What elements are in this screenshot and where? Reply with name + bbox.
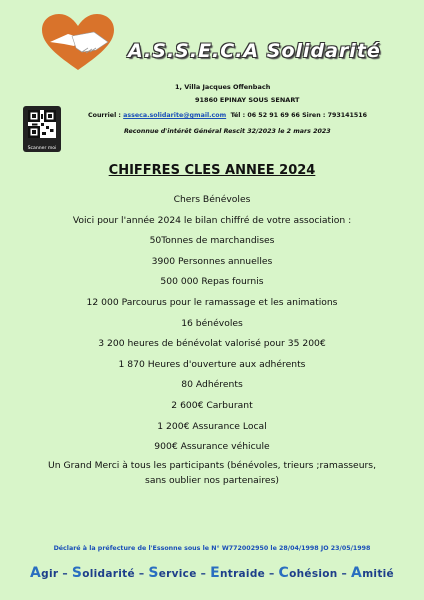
motto-word: Entraide (210, 565, 266, 581)
key-figures-list (0, 190, 424, 458)
intro-line: Voici pour l'année 2024 le bilan chiffré de votre association : (72, 214, 352, 226)
address-line-2: 91860 EPINAY SOUS SENART (195, 96, 300, 104)
qr-code-icon (28, 110, 56, 138)
prefecture-declaration: Déclaré à la préfecture de l'Essonne sous le N° W772002950 le 28/04/1998 JO 23/05/1998 (53, 545, 371, 552)
figure-line: 3 200 heures de bénévolat valorisé pour 35 200€ (98, 338, 326, 350)
figure-line: 80 Adhérents (181, 379, 243, 391)
motto-word: Amitié (351, 565, 394, 581)
closing-line-1: Un Grand Merci à tous les participants (bénévoles, trieurs ;ramasseurs, (48, 460, 376, 471)
phone-siren: Tél : 06 52 91 69 66 Siren : 793141516 (230, 112, 368, 119)
figure-line: 3900 Personnes annuelles (151, 255, 273, 267)
handshake-heart-logo (38, 12, 118, 74)
email-label: Courriel : (88, 112, 124, 119)
figure-line: 50Tonnes de marchandises (149, 235, 275, 247)
figure-line: 2 600€ Carburant (171, 399, 253, 411)
figure-line: 1 870 Heures d'ouverture aux adhérents (118, 358, 306, 370)
figure-line: 900€ Assurance véhicule (154, 441, 270, 453)
address-line-1: 1, Villa Jacques Offenbach (175, 83, 271, 91)
motto-word: Cohésion (278, 565, 338, 581)
contact-line (88, 112, 367, 119)
motto: Agir – Solidarité – Service – Entraide – Cohésion – Amitié (30, 565, 394, 581)
motto-word: Agir (30, 565, 59, 581)
page-title: CHIFFRES CLES ANNEE 2024 (108, 163, 316, 178)
motto-word: Service (148, 565, 197, 581)
qr-code[interactable] (23, 106, 61, 152)
organization-name: A.S.S.E.C.A Solidarité (128, 40, 381, 62)
figure-line: 500 000 Repas fournis (160, 276, 264, 288)
motto-word: Solidarité (71, 565, 135, 581)
email-link[interactable]: asseca.solidarite@gmail.com (123, 112, 227, 119)
greeting: Chers Bénévoles (173, 194, 251, 205)
closing-line-2: sans oublier nos partenaires) (145, 475, 279, 486)
figure-line: 12 000 Parcourus pour le ramassage et les animations (86, 296, 338, 308)
closing-message (0, 458, 424, 488)
qr-caption: Scanner moi (27, 146, 57, 151)
figure-line: 16 bénévoles (181, 317, 243, 329)
recognition-text: Reconnue d'intérêt Général Rescit 32/2023 le 2 mars 2023 (124, 128, 331, 135)
figure-line: 1 200€ Assurance Local (157, 420, 267, 432)
